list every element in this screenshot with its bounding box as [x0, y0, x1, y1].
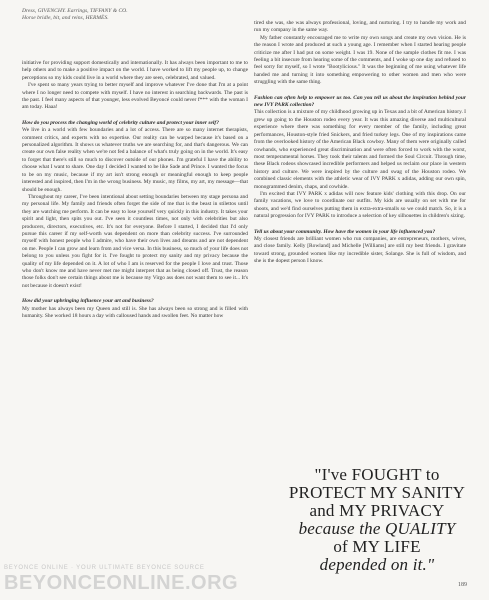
photo-caption — [22, 8, 242, 23]
body-paragraph: My mother has always been my Queen and still is. She has always been so strong and is filled with humanity. She worked 18 hours a day with calloused hands and swollen feet. No matter how — [22, 305, 248, 319]
interview-question: How do you process the changing world of celebrity culture and protect your inner self? — [22, 119, 219, 126]
pull-quote-line: depended on it." — [319, 555, 435, 574]
interview-question: Fashion can often help to empower us too. Can you tell us about the inspiration behind your new IVY PARK collection? — [254, 94, 466, 109]
page-number: 189 — [458, 582, 467, 588]
body-paragraph: tired she was, she was always professional, loving, and nurturing. I try to handle my work and run my company in the same way. — [254, 20, 466, 34]
pull-quote-line: of MY LIFE — [333, 537, 421, 556]
body-paragraph: initiative for providing support domestically and internationally. It has always been important to me to help others and to make a positive impact on the world. I have worked to lift my people up, to change perceptions so my kids could live in a world where they are seen, celebrated, and valued. — [22, 60, 248, 81]
pull-quote-line: "I've FOUGHT to — [314, 465, 440, 484]
right-text-column — [254, 20, 466, 266]
body-paragraph: We live in a world with few boundaries and a lot of access. There are so many internet therapists, comment critics, and experts with no expertise. Our reality can be warped because it's based on a personalized algorithm. It shows us whatever truths we are searching for, and that's dangerous. We can create our own false reality when we're not fed a balance of what's truly going on in the world. It's easy to forget that there's still so much to discover outside of our phones. I'm grateful I have the ability to choose what I want to share. One day I decided I wanted to be like Sade and Prince. I wanted the focus to be on my music, because if my art isn't strong enough or meaningful enough to keep people interested and inspired, then I'm in the wrong business. My music, my films, my art, my message—that should be enough. — [22, 127, 248, 193]
watermark-tagline: BEYONCE ONLINE · YOUR ULTIMATE BEYONCE SOURCE — [4, 565, 205, 571]
pull-quote-line: because the QUALITY — [298, 519, 456, 538]
body-paragraph: My father constantly encouraged me to write my own songs and create my own vision. He is the reason I wrote and produced at such a young age. I remember when I started hearing people criticize me after I had put on some weight. I was 19. None of the sample clothes fit me. I was feeling a bit insecure from hearing some of the comments, and I woke up one day and refused to feel sorry for myself, so I wrote "Bootylicious." It was the beginning of me using whatever life handed me and turning it into something empowering to other women and men who were struggling with the same thing. — [254, 34, 466, 86]
interview-question: How did your upbringing influence your art and business? — [22, 298, 154, 305]
pull-quote — [282, 466, 472, 574]
caption-line-1: Dress, GIVENCHY. Earrings, TIFFANY & CO. — [22, 8, 128, 14]
watermark-site-name: BEYONCEONLINE.ORG — [4, 572, 239, 594]
body-paragraph: My closest friends are brilliant women who run companies, are entrepreneurs, mothers, wives, and close family. Kelly [Rowland] and Michelle [Williams] are still my best friends. I gravitate toward strong, grounded women like my incredible sister, Solange. She is full of wisdom, and she is the dopest person I know. — [254, 235, 466, 265]
body-paragraph: Throughout my career, I've been intentional about setting boundaries between my stage persona and my personal life. My family and friends often forget the side of me that is the beast in stilettos until they are watching me perform. It can be easy to lose yourself very quickly in this industry. It takes your spirit and light, then spits you out. I've seen it countless times, not only with celebrities but also producers, directors, executives, etc. It's not for everyone. Before I started, I decided that I'd only pursue this career if my self-worth was dependent on more than celebrity success. I've surrounded myself with honest people who I admire, who have their own lives and dreams and are not dependent on me. People I can grow and learn from and vice versa. In this business, so much of your life does not belong to you unless you fight for it. I've fought to protect my sanity and my privacy because the quality of my life depended on it. A lot of who I am is reserved for the people I love and trust. Those who don't know me and have never met me might interpret that as being closed off. Trust, the reason those folks don't see certain things about me is because my Virgo ass does not want them to see it... It's not because it doesn't exist! — [22, 193, 248, 289]
pull-quote-line: and MY PRIVACY — [309, 501, 445, 520]
interview-question: Tell us about your community. How have the women in your life influenced you? — [254, 228, 436, 235]
left-text-column — [22, 60, 248, 320]
body-paragraph: I've spent so many years trying to better myself and improve whatever I've done that I'm at a point where I no longer need to compete with myself. I have no interest in searching backwards. The past is the past. I feel many aspects of that younger, less evolved Beyoncé could never f*** with the woman I am today. Haaa! — [22, 82, 248, 111]
pull-quote-line: PROTECT MY SANITY — [288, 483, 466, 502]
body-paragraph: I'm excited that IVY PARK x adidas will now feature kids' clothing with this drop. On our family vacations, we love to coordinate our outfits. My kids are usually on set with me for shoots, and we'd find ourselves putting them in extra-extra-smalls so we could match. So, it is a natural progression for IVY PARK to introduce a selection of key silhouettes in children's sizing. — [254, 190, 466, 220]
caption-line-2: Horse bridle, bit, and reins, HERMÈS. — [22, 15, 109, 22]
body-paragraph: This collection is a mixture of my childhood growing up in Texas and a bit of American history. I grew up going to the Houston rodeo every year. It was this amazing diverse and multicultural experience where there was something for every member of the family, including great performances, Houston-style fried Snickers, and fried turkey legs. One of my inspirations came from the overlooked history of the American Black cowboy. Many of them were originally called cowhands, who experienced great discrimination and were often forced to work with the worst, most temperamental horses. They took their talents and formed the Soul Circuit. Through time, these Black rodeos showcased incredible performers and helped us reclaim our place in western history and culture. We were inspired by the culture and swag of the Houston rodeo. We combined classic elements with the athletic wear of IVY PARK x adidas, adding our own spin, monogrammed denim, chaps, and cowhide. — [254, 109, 466, 190]
